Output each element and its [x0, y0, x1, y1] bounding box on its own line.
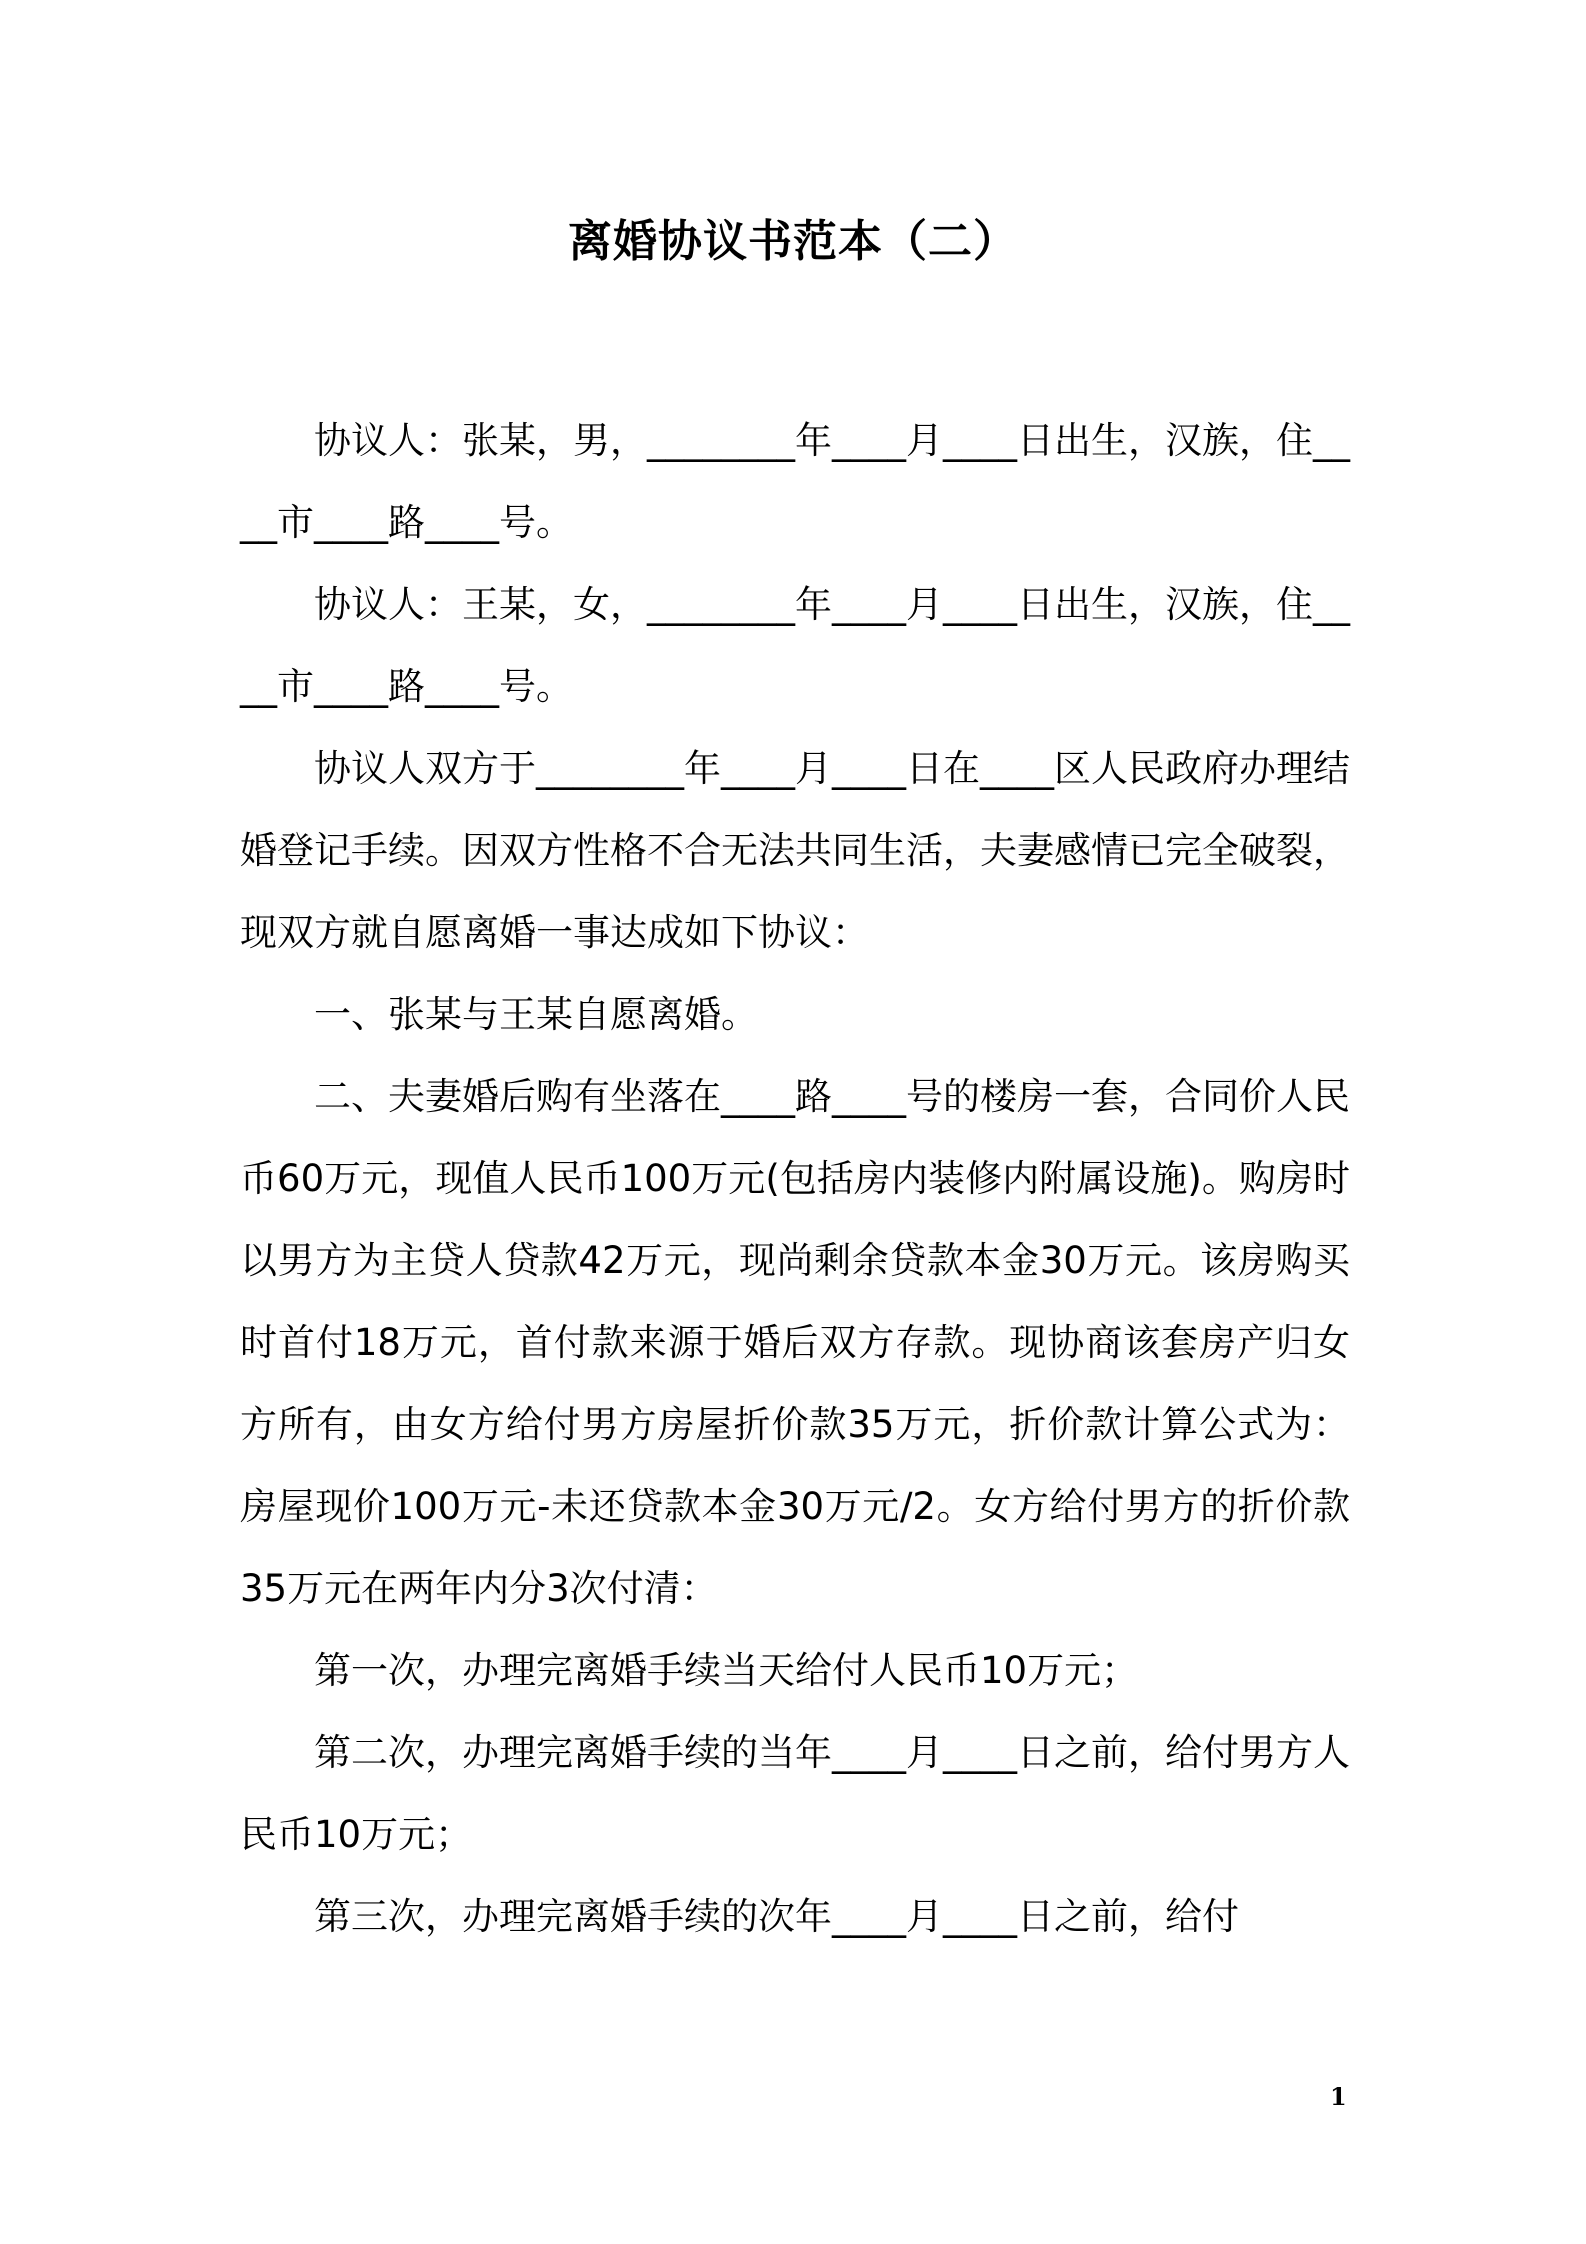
paragraph-party-two: 协议人：王某，女，________年____月____日出生，汉族，住____市____路____号。	[240, 583, 1350, 708]
document-body	[240, 400, 1350, 1958]
document-title: 离婚协议书范本（二）	[568, 216, 1018, 267]
paragraph-party-one: 协议人：张某，男，________年____月____日出生，汉族，住____市____路____号。	[240, 419, 1350, 544]
paragraph-clause-two: 二、夫妻婚后购有坐落在____路____号的楼房一套，合同价人民币60万元，现值人民币100万元(包括房内装修内附属设施)。购房时以男方为主贷人贷款42万元，现尚剩余贷款本金30万元。该房购买时首付18万元，首付款来源于婚后双方存款。现协商该套房产归女方所有，由女方给付男方房屋折价款35万元，折价款计算公式为：房屋现价100万元-未还贷款本金30万元/2。女方给付男方的折价款35万元在两年内分3次付清：	[240, 1075, 1350, 1610]
paragraph-marriage-registration: 协议人双方于________年____月____日在____区人民政府办理结婚登记手续。因双方性格不合无法共同生活，夫妻感情已完全破裂，现双方就自愿离婚一事达成如下协议：	[240, 747, 1350, 954]
paragraph-payment-three: 第三次，办理完离婚手续的次年____月____日之前，给付	[314, 1895, 1239, 1938]
paragraph-payment-one: 第一次，办理完离婚手续当天给付人民币10万元；	[314, 1649, 1139, 1692]
page-number: 1	[1330, 2082, 1347, 2111]
paragraph-payment-two: 第二次，办理完离婚手续的当年____月____日之前，给付男方人民币10万元；	[240, 1731, 1350, 1856]
paragraph-clause-one: 一、张某与王某自愿离婚。	[314, 993, 758, 1036]
